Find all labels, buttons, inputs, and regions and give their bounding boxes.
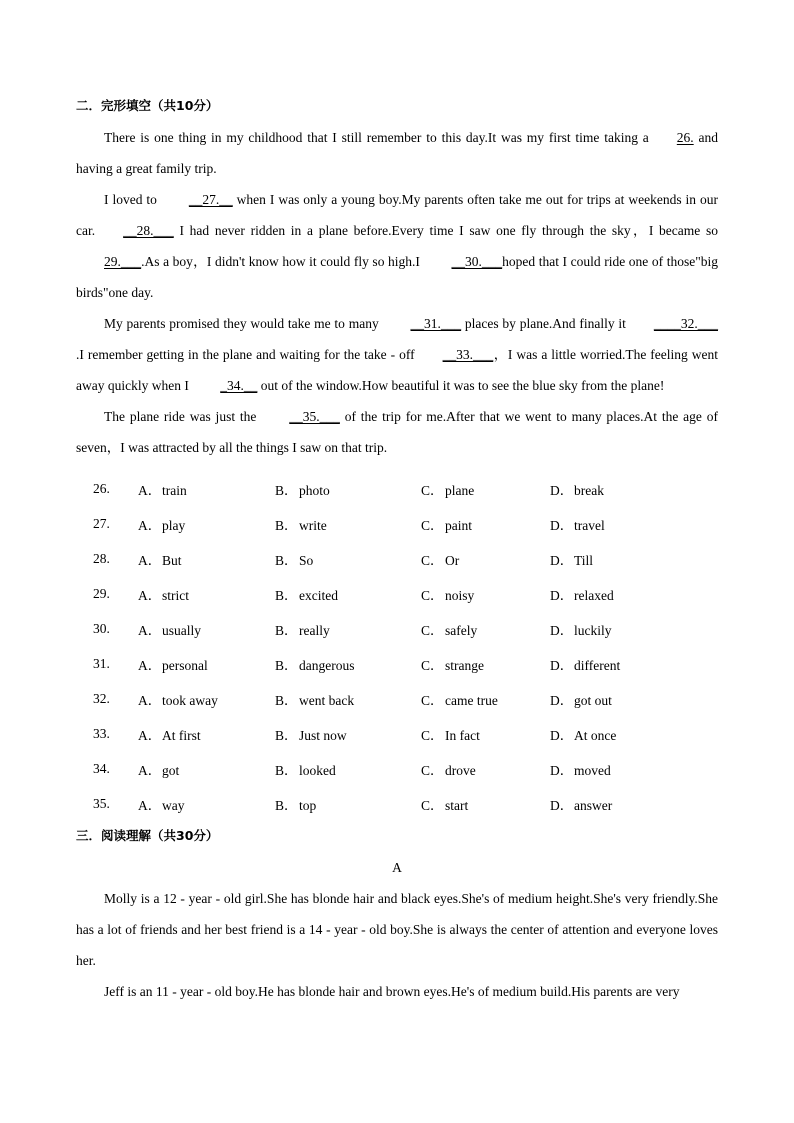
reading-paragraph: Jeff is an 11 - year - old boy.He has blonde hair and brown eyes.He's of medium build.His parents are very [104,983,680,999]
option-text: start [445,798,469,814]
option-letter: A． [138,587,162,603]
option-text: write [299,517,327,533]
option-b [275,794,316,814]
option-c [421,514,472,534]
question-number: 32. [93,691,110,707]
option-letter: A． [138,798,162,814]
option-b [275,584,338,604]
question-row [76,611,718,646]
option-b [275,549,313,569]
paragraph-text: My parents promised they would take me to many [104,316,383,331]
option-text: paint [445,517,472,533]
option-c [421,619,477,639]
document-page [76,96,718,1007]
option-letter: C． [421,728,444,744]
option-c [421,584,474,604]
option-letter: B． [275,798,298,814]
option-text: went back [299,693,355,709]
option-text: excited [299,587,338,603]
answer-blank: 29.___ [104,254,142,269]
question-row [76,576,718,611]
option-letter: B． [275,693,298,709]
option-text: answer [574,798,613,814]
answer-blank: __35.___ [289,409,340,424]
option-letter: D． [550,658,574,674]
option-text: At once [574,728,617,744]
option-text: At first [162,728,201,744]
option-text: took away [162,693,218,709]
option-text: Till [574,552,594,568]
option-letter: D． [550,798,574,814]
option-text: came true [445,693,498,709]
option-text: dangerous [299,658,355,674]
option-text: But [162,552,182,568]
cloze-paragraph [76,122,718,184]
answer-blank: __30.___ [451,254,503,269]
option-letter: B． [275,482,298,498]
option-d [550,759,611,779]
option-c [421,549,459,569]
cloze-paragraph [76,184,718,308]
option-text: Or [445,552,460,568]
option-letter: C． [421,552,444,568]
option-a [138,514,185,534]
question-number: 29. [93,585,110,601]
option-letter: A． [138,622,162,638]
option-c [421,654,484,674]
option-a [138,479,187,499]
question-row [76,682,718,717]
option-letter: B． [275,517,298,533]
paragraph-text: places by plane.And finally it [461,316,626,331]
option-text: strange [445,658,484,674]
option-a [138,794,185,814]
option-text: personal [162,658,208,674]
option-text: safely [445,622,478,638]
question-number: 35. [93,796,110,812]
option-text: way [162,798,185,814]
option-letter: C． [421,658,444,674]
option-letter: D． [550,763,574,779]
option-a [138,759,179,779]
answer-blank: __33.___ [442,347,494,362]
option-text: really [299,622,330,638]
paragraph-text: .As a boy，I didn't know how it could fly so high.I [141,254,424,269]
question-row [76,752,718,787]
option-letter: D． [550,482,574,498]
option-d [550,584,614,604]
option-text: photo [299,482,330,498]
question-row [76,471,718,506]
option-letter: A． [138,763,162,779]
option-b [275,619,330,639]
cloze-passage [76,122,718,463]
question-row [76,717,718,752]
option-a [138,689,218,709]
cloze-paragraph [76,308,718,401]
option-c [421,794,468,814]
option-d [550,724,616,744]
option-text: noisy [445,587,475,603]
paragraph-text: .I remember getting in the plane and waiting for the take - off [76,347,415,362]
cloze-options [76,471,718,822]
answer-blank: ____32.___ [653,316,718,331]
option-text: In fact [445,728,480,744]
cloze-paragraph [76,401,718,463]
paragraph-text: I had never ridden in a plane before.Every time I saw one fly through the sky，I became so [173,223,718,238]
paragraph-text: and having a great family trip. [76,130,718,176]
option-a [138,654,208,674]
option-letter: D． [550,587,574,603]
option-text: got out [574,693,612,709]
option-c [421,479,474,499]
question-row [76,541,718,576]
question-number: 31. [93,656,110,672]
option-text: drove [445,763,476,779]
option-b [275,479,330,499]
answer-blank: __28.___ [123,223,174,238]
option-letter: D． [550,622,574,638]
option-letter: B． [275,552,298,568]
option-d [550,479,604,499]
paragraph-text: when I was only a young boy.My parents often take me out for trips at weekends in our car. [76,192,719,238]
paragraph-text: There is one thing in my childhood that I still remember to this day.It was my first time taking a [104,130,649,145]
option-letter: A． [138,552,162,568]
question-number: 34. [93,761,110,777]
answer-blank: _34.__ [220,378,258,393]
option-letter: D． [550,552,574,568]
option-c [421,724,480,744]
option-letter: B． [275,622,298,638]
option-letter: C． [421,693,444,709]
option-b [275,654,354,674]
option-text: relaxed [574,587,614,603]
option-d [550,689,612,709]
answer-blank: __27.__ [188,192,233,207]
option-letter: A． [138,517,162,533]
option-c [421,689,498,709]
section3-heading: 三．阅读理解（共30分） [76,827,219,843]
option-text: break [574,482,604,498]
option-letter: C． [421,763,444,779]
question-number: 33. [93,726,110,742]
option-letter: A． [138,482,162,498]
option-text: strict [162,587,189,603]
option-a [138,619,201,639]
answer-blank: __31.___ [410,316,462,331]
question-row [76,506,718,541]
question-number: 27. [93,515,110,531]
option-d [550,654,620,674]
paragraph-text: hoped that I could ride one of those"big birds"one day. [76,254,718,300]
option-letter: B． [275,658,298,674]
option-letter: C． [421,587,444,603]
reading-paragraph: Molly is a 12 - year - old girl.She has blonde hair and black eyes.She's of medium height.She's very friendly.She has a lot of friends and her best friend is a 14 - year - old boy.She is always the center of attention and everyone loves her. [76,890,718,968]
option-text: play [162,517,186,533]
option-b [275,724,347,744]
option-text: got [162,763,180,779]
option-d [550,514,605,534]
option-letter: B． [275,587,298,603]
option-c [421,759,476,779]
option-letter: C． [421,622,444,638]
option-text: plane [445,482,475,498]
option-text: moved [574,763,611,779]
question-number: 28. [93,550,110,566]
paragraph-text: The plane ride was just the [104,409,262,424]
question-number: 30. [93,620,110,636]
paragraph-text: out of the window.How beautiful it was to see the blue sky from the plane! [257,378,665,393]
option-letter: C． [421,517,444,533]
option-text: train [162,482,187,498]
option-letter: C． [421,798,444,814]
option-letter: D． [550,517,574,533]
question-number: 26. [93,480,110,496]
option-text: Just now [299,728,347,744]
option-letter: D． [550,728,574,744]
option-text: top [299,798,317,814]
paragraph-text: ，I was a little worried.The feeling went away quickly when I [76,347,718,393]
option-text: usually [162,622,201,638]
option-b [275,759,336,779]
option-d [550,794,612,814]
option-text: So [299,552,314,568]
option-letter: B． [275,728,298,744]
option-d [550,549,593,569]
option-letter: B． [275,763,298,779]
option-text: luckily [574,622,612,638]
option-text: travel [574,517,605,533]
section2-heading: 二．完形填空（共10分） [76,98,219,113]
option-letter: A． [138,693,162,709]
question-row [76,646,718,681]
option-text: looked [299,763,336,779]
option-letter: C． [421,482,444,498]
option-letter: D． [550,693,574,709]
option-d [550,619,612,639]
answer-blank: 26. [676,130,694,145]
option-text: different [574,658,621,674]
option-a [138,724,201,744]
option-a [138,584,189,604]
passage-a-title: A [392,859,402,875]
option-b [275,514,327,534]
question-row [76,787,718,822]
paragraph-text: I loved to [104,192,161,207]
paragraph-text: of the trip for me.After that we went to many places.At the age of seven，I was attracted by all the things I saw on that trip. [76,409,718,455]
option-letter: A． [138,728,162,744]
option-a [138,549,182,569]
option-letter: A． [138,658,162,674]
option-b [275,689,354,709]
